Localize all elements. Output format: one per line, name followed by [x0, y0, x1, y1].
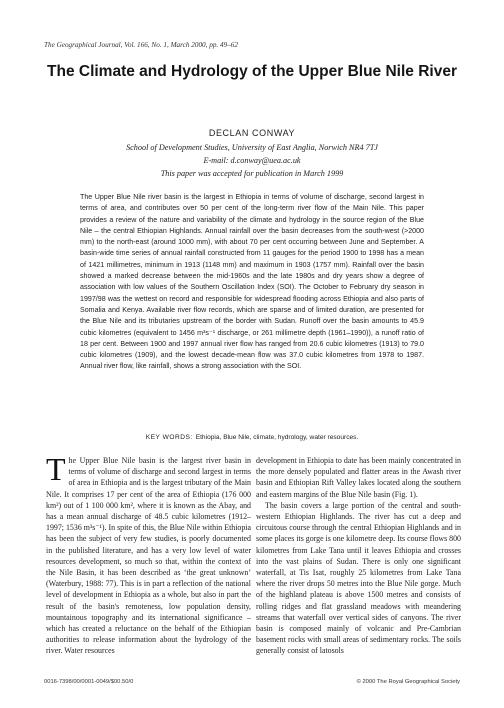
author-email[interactable]: E-mail: d.conway@uea.ac.uk	[203, 156, 301, 165]
keywords-line	[0, 434, 504, 441]
journal-reference: The Geographical Journal, Vol. 166, No. 1, March 2000, pp. 49–62	[44, 41, 238, 49]
footer-code: 0016-7398/00/0001-0049/$00.50/0	[44, 679, 134, 685]
drop-cap: T	[46, 451, 66, 487]
author-name: DECLAN CONWAY	[208, 128, 296, 138]
paragraph-basin-description: The basin covers a large portion of the central and south-western Ethiopian Highlands. The river has cut a deep and circuitous course through the central Ethiopian Highlands and in some places its gorge is one kilometre deep. Its course flows 800 kilometres from Lake Tana until it leaves Ethiopia and crosses into the vast plains of Sudan. There is only one significant waterfall, at Tis Isat, roughly 25 kilometres from Lake Tana where the river drops 50 metres into the Blue Nile gorge. Much of the highland plateau is above 1500 metres and consists of rolling ridges and flat grassland meadows with meandering streams that waterfall over vertical sides of canyons. The river basin is composed mainly of volcanic and Pre-Cambrian basement rocks with small areas of sedimentary rocks. The soils generally consist of latosols	[256, 500, 461, 656]
body-column-right	[256, 455, 461, 657]
author-affiliation: School of Development Studies, University of East Anglia, Norwich NR4 7TJ	[126, 143, 378, 152]
abstract: The Upper Blue Nile river basin is the largest in Ethiopia in terms of volume of discharge, second largest in terms of area, and contributes over 50 per cent of the long-term river flow of the Main Nile. This paper provides a review of the nature and variability of the climate and hydrology in the source region of the Blue Nile – the central Ethiopian Highlands. Annual rainfall over the basin decreases from the south-west (>2000 mm) to the north-east (around 1000 mm), with about 70 per cent occurring between June and September. A basin-wide time series of annual rainfall constructed from 11 gauges for the period 1900 to 1998 has a mean of 1421 millimetres, minimum in 1913 (1148 mm) and maximum in 1903 (1757 mm). Rainfall over the basin showed a marked decrease between the mid-1960s and the late 1980s and dry years show a degree of association with low values of the Southern Oscillation Index (SOI). The October to February dry season in 1997/98 was the wettest on record and responsible for widespread flooding across Ethiopia and also parts of Somalia and Kenya. Available river flow records, which are sparse and of limited duration, are presented for the Blue Nile and its tributaries upstream of the border with Sudan. Runoff over the basin amounts to 45.9 cubic kilometres (equivalent to 1456 m³s⁻¹ discharge, or 261 millimetre depth (1961–1990)), a runoff ratio of 18 per cent. Between 1900 and 1997 annual river flow has ranged from 20.6 cubic kilometres (1913) to 79.0 cubic kilometres (1909), and the lowest decade-mean flow was 37.0 cubic kilometres from 1978 to 1987. Annual river flow, like rainfall, shows a strong association with the SOI.	[80, 193, 424, 371]
intro-paragraph: he Upper Blue Nile basin is the largest river basin in terms of volume of discharge and second largest in terms of area in Ethiopia and is the largest tributary of the Main Nile. It comprises 17 per cent of the area of Ethiopia (176 000 km²) out of 1 100 000 km², where it is known as the Abay, and has a mean annual discharge of 48.5 cubic kilometres (1912–1997; 1536 m³s⁻¹). In spite of this, the Blue Nile within Ethiopia has been the subject of very few studies, is poorly documented in the published literature, and has a very low level of water resources development, so much so that, within the context of the Nile Basin, it has been described as ‘the great unknown’ (Waterbury, 1988: 77). This is in part a reflection of the national level of development in Ethiopia as a whole, but also in part the result of the basin's remoteness, low population density, mountainous topography and its international significance – which has created a reluctance on the behalf of the Ethiopian authorities to release information about the hydrology of the river. Water resources	[46, 456, 251, 656]
body-column-left	[46, 451, 251, 657]
acceptance-note: This paper was accepted for publication in March 1999	[160, 169, 344, 178]
article-title: The Climate and Hydrology of the Upper Blue Nile River	[47, 63, 457, 80]
keywords-list: Ethiopia, Blue Nile, climate, hydrology, water resources.	[195, 434, 359, 441]
keywords-label: KEY WORDS:	[145, 434, 193, 441]
footer-copyright: © 2000 The Royal Geographical Society	[356, 679, 460, 685]
paragraph-continued: development in Ethiopia to date has been mainly concentrated in the more densely populated and flatter areas in the Awash river basin and Ethiopian Rift Valley lakes located along the southern and eastern margins of the Blue Nile basin (Fig. 1).	[256, 456, 461, 499]
